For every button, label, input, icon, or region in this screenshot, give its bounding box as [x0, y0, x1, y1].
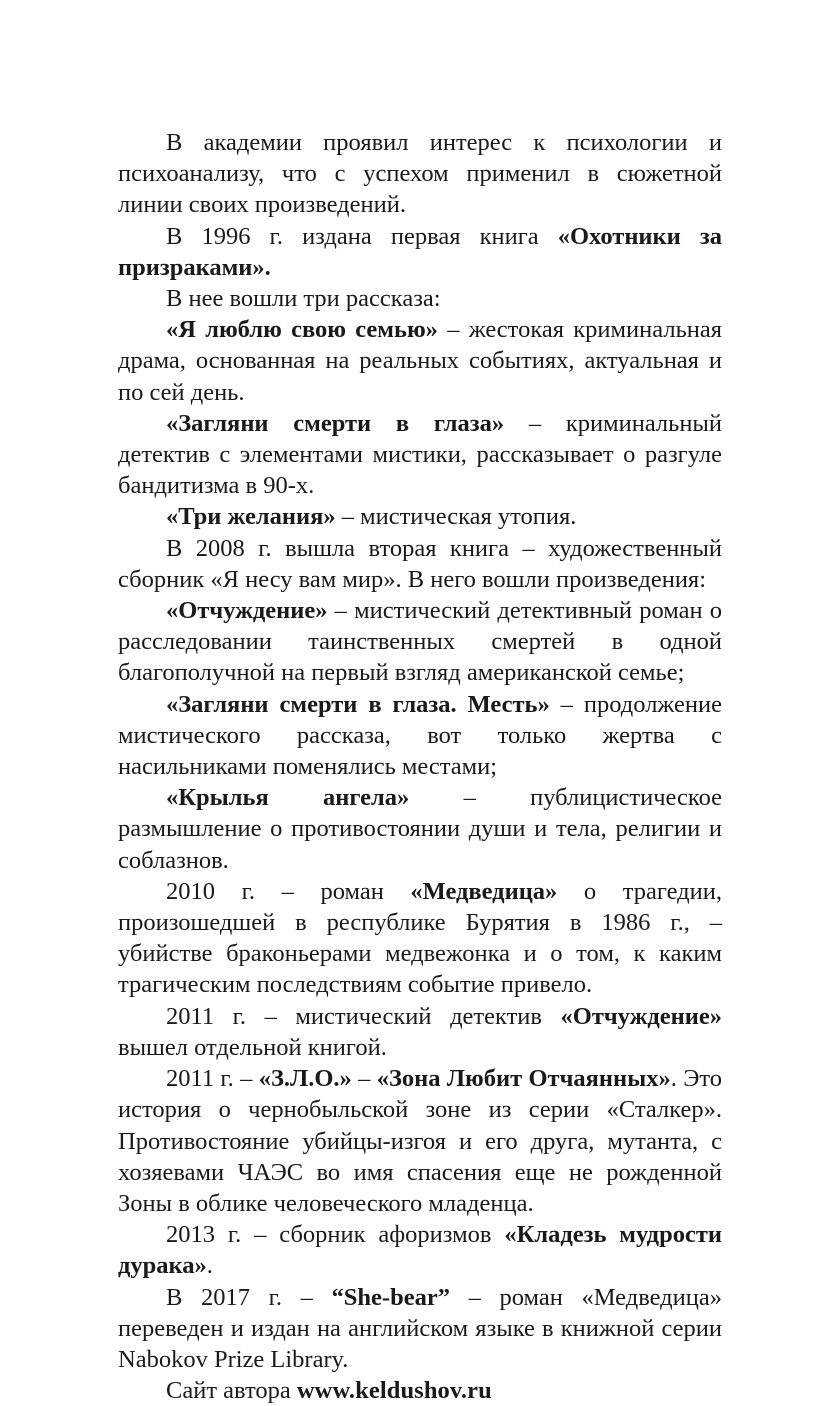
- story-title: «Три желания»: [166, 503, 336, 531]
- paragraph-author-site: [118, 1375, 722, 1406]
- text-run: 2013 г. – сборник афоризмов: [166, 1221, 505, 1249]
- story-title: «Я люблю свою семью»: [166, 316, 438, 344]
- paragraph-she-bear-2017: [118, 1282, 722, 1376]
- text-run: Сайт автора: [166, 1377, 297, 1405]
- paragraph-academy: [118, 127, 722, 221]
- text-run: В 2017 г. –: [166, 1283, 332, 1311]
- paragraph-second-book: [118, 533, 722, 595]
- story-title: «Отчуждение»: [166, 597, 328, 625]
- text-run: вышел отдельной книгой.: [118, 1033, 387, 1061]
- text-run: 2011 г. – мистический детектив: [166, 1002, 561, 1030]
- body-text: [118, 127, 722, 1406]
- text-run: В 2008 г. вышла вторая книга – художественный сборник «Я несу вам мир». В него вошли произведения:: [118, 534, 722, 593]
- book-title: «Охотники за призраками».: [118, 222, 722, 281]
- book-title: «Зона Любит Отчаянных»: [376, 1065, 671, 1093]
- paragraph-alienation-2011: [118, 1001, 722, 1063]
- text-run: о трагедии, произошедшей в республике Бурятия в 1986 г., – убийстве браконьерами медвежонка и о том, к каким трагическим последствиям событие привело.: [118, 877, 722, 999]
- text-run: – криминальный детектив с элементами мистики, рассказывает о разгуле бандитизма в 90-х.: [118, 409, 722, 500]
- text-run: – продолжение мистического рассказа, вот только жертва с насильниками поменялись местами;: [118, 690, 722, 781]
- paragraph-first-book: [118, 221, 722, 283]
- paragraph-angel-wings: [118, 782, 722, 876]
- text-run: 2010 г. – роман: [166, 877, 411, 905]
- book-title: “She-bear”: [331, 1283, 450, 1311]
- story-title: «Крылья ангела»: [166, 784, 410, 812]
- paragraph-story-death-eyes: [118, 408, 722, 502]
- book-title: «Медведица»: [410, 877, 558, 905]
- text-run: – жестокая криминальная драма, основанная на реальных событиях, актуальная и по сей день.: [118, 316, 722, 406]
- paragraph-three-stories: [118, 283, 722, 314]
- text-run: –: [351, 1065, 377, 1093]
- story-title: «Загляни смерти в глаза»: [166, 409, 505, 437]
- text-run: . Это история о чернобыльской зоне из серии «Сталкер». Противостояние убийцы-изгоя и его друга, мутанта, с хозяевами ЧАЭС во имя спасения еще не рожденной Зоны в облике человеческого младенца.: [118, 1065, 723, 1217]
- book-title: «Отчуждение»: [560, 1002, 722, 1030]
- paragraph-aphorisms-2013: [118, 1219, 722, 1281]
- paragraph-story-family: [118, 314, 722, 408]
- paragraph-story-three-wishes: [118, 501, 722, 532]
- book-title: «Кладезь мудрости дурака»: [118, 1221, 722, 1280]
- book-title: «З.Л.О.»: [258, 1065, 352, 1093]
- text-run: 2011 г. –: [166, 1065, 259, 1093]
- text-run: – публицистическое размышление о противостоянии души и тела, религии и соблазнов.: [118, 784, 722, 874]
- paragraph-revenge: [118, 689, 722, 783]
- story-title: «Загляни смерти в глаза. Месть»: [166, 690, 550, 718]
- paragraph-she-bear-2010: [118, 876, 722, 1001]
- text-run: .: [206, 1252, 213, 1280]
- text-run: – мистическая утопия.: [335, 503, 577, 531]
- text-run: В 1996 г. издана первая книга: [166, 222, 558, 250]
- paragraph-zlo-2011: [118, 1063, 722, 1219]
- text-run: – мистический детективный роман о расследовании таинственных смертей в одной благополучной на первый взгляд американской семье;: [118, 597, 722, 687]
- paragraph-alienation: [118, 595, 722, 689]
- author-site-link[interactable]: www.keldushov.ru: [296, 1377, 492, 1405]
- text-run: – роман «Медведица» переведен и издан на английском языке в книжной серии Nabokov Prize Library.: [118, 1283, 722, 1373]
- text-run: В нее вошли три рассказа:: [166, 285, 441, 313]
- text-run: В академии проявил интерес к психологии и психоанализу, что с успехом применил в сюжетной линии своих произведений.: [118, 129, 722, 219]
